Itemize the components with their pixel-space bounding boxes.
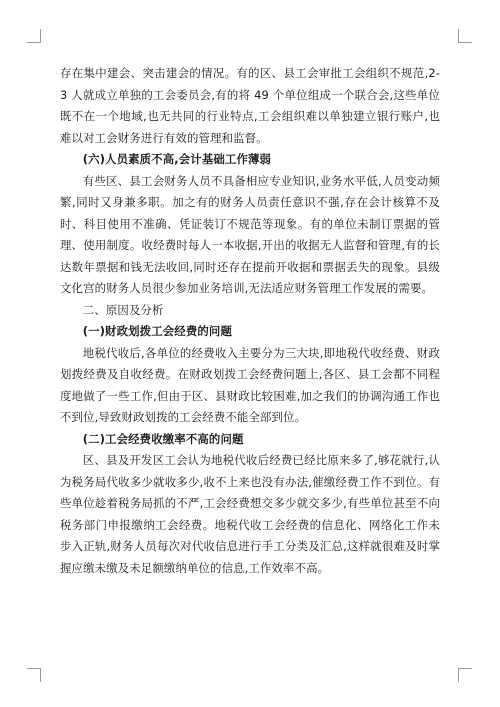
subheading-2: (二)工会经费收缴率不高的问题 <box>82 431 244 446</box>
paragraph-collection-rate: 区、县及开发区工会认为地税代收后经费已经比原来多了,够花就行,认为税务局代收多少就收多少,收不上来也没有办法,催缴经费工作不到位。有些单位趁着税务局抓的不严,工会经费想交多少就交多少,有些单位甚至不向税务部门申报缴纳工会经费。地税代收工会经费的信息化、网络化工作未步入正轨,财务人员每次对代收信息进行手工分类及汇总,这样就很难及时掌握应缴未缴及未足额缴纳单位的信息,工作效率不高。 <box>60 453 440 575</box>
crop-mark-bottom-right <box>458 668 472 682</box>
section-heading-2: 二、原因及分析 <box>82 302 164 317</box>
document-body <box>60 63 440 579</box>
paragraph-staff-quality: 有些区、县工会财务人员不具备相应专业知识,业务水平低,人员变动频繁,同时又身兼多职。加之有的财务人员责任意识不强,存在会计核算不及时、科目使用不准确、凭证装订不规范等现象。有的单位未制订票据的管理、使用制度。收经费时每人一本收据,开出的收据无人监督和管理,有的长达数年票据和钱无法收回,同时还存在提前开收据和票据丢失的现象。县级文化宫的财务人员很少参加业务培训,无法适应财务管理工作发展的需要。 <box>60 173 440 295</box>
subheading-1: (一)财政划拨工会经费的问题 <box>82 324 232 338</box>
crop-mark-top-right <box>458 29 472 43</box>
crop-mark-bottom-left <box>27 668 41 682</box>
crop-mark-top-left <box>27 29 41 43</box>
paragraph-continued: 存在集中建会、突击建会的情况。有的区、县工会审批工会组织不规范,2-3 人就成立单独的工会委员会,有的将 49 个单位组成一个联合会,这些单位既不在一个地域,也无共同的行业特点,工会组织难以单独建立银行账户,也难以对工会财务进行有效的管理和监督。 <box>60 66 440 145</box>
subheading-6: (六)人员素质不高,会计基础工作薄弱 <box>82 152 272 166</box>
paragraph-fiscal-allocation: 地税代收后,各单位的经费收入主要分为三大块,即地税代收经费、财政划拨经费及自收经费。在财政划拨工会经费问题上,各区、县工会都不同程度地做了一些工作,但由于区、县财政比较困难,加之我们的协调沟通工作也不到位,导致财政划拨的工会经费不能全部到位。 <box>60 345 440 424</box>
